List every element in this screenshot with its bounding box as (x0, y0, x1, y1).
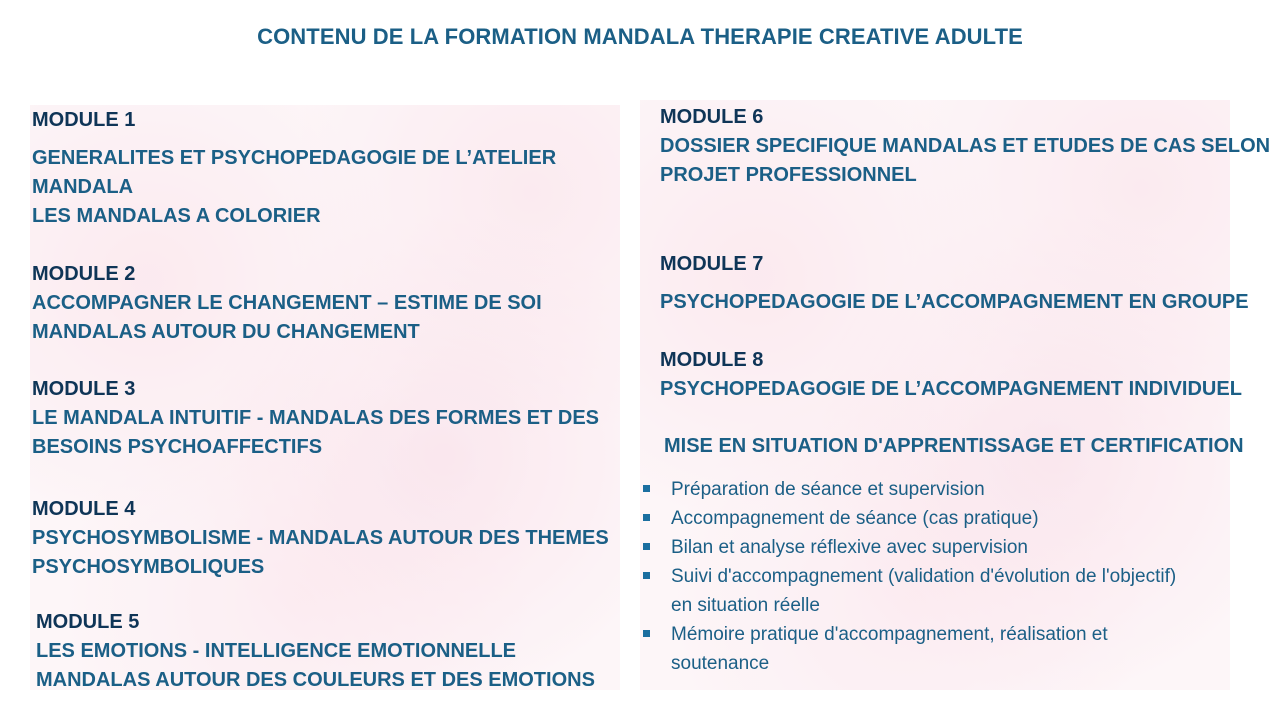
module-4-line-1: PSYCHOSYMBOLISME - MANDALAS AUTOUR DES THEMES (32, 527, 609, 549)
list-item (640, 504, 1240, 533)
list-item-text: Mémoire pratique d'accompagnement, réalisation et soutenance (671, 624, 1108, 674)
certification-heading: MISE EN SITUATION D'APPRENTISSAGE ET CERTIFICATION (664, 435, 1244, 457)
module-8-label: MODULE 8 (660, 349, 764, 371)
list-item (640, 475, 1240, 504)
module-7 (660, 250, 1249, 317)
list-item-text: Accompagnement de séance (cas pratique) (671, 508, 1039, 529)
module-1-line-3: LES MANDALAS A COLORIER (32, 205, 321, 227)
module-2-line-1: ACCOMPAGNER LE CHANGEMENT – ESTIME DE SOI (32, 292, 542, 314)
list-item-text: Suivi d'accompagnement (validation d'évolution de l'objectif) en situation réelle (671, 566, 1177, 616)
module-5 (36, 608, 595, 695)
module-6-line-2: PROJET PROFESSIONNEL (660, 164, 917, 186)
list-item-text: Bilan et analyse réflexive avec supervision (671, 537, 1028, 558)
module-6-line-1: DOSSIER SPECIFIQUE MANDALAS ET ETUDES DE CAS SELON (660, 135, 1271, 157)
module-8 (660, 346, 1242, 404)
module-3-line-2: BESOINS PSYCHOAFFECTIFS (32, 436, 323, 458)
module-1-label: MODULE 1 (32, 109, 136, 131)
bullet-square-icon (643, 543, 650, 550)
module-4-label: MODULE 4 (32, 498, 136, 520)
module-5-label: MODULE 5 (36, 611, 140, 633)
list-item (640, 620, 1211, 678)
module-7-label: MODULE 7 (660, 253, 764, 275)
module-4 (32, 495, 609, 582)
list-item (640, 562, 1191, 620)
bullet-square-icon (643, 630, 650, 637)
list-item (640, 533, 1240, 562)
module-3-line-1: LE MANDALA INTUITIF - MANDALAS DES FORMES ET DES (32, 407, 600, 429)
module-5-line-2: MANDALAS AUTOUR DES COULEURS ET DES EMOTIONS (36, 669, 595, 691)
module-1-line-1: GENERALITES ET PSYCHOPEDAGOGIE DE L’ATELIER (32, 147, 557, 169)
module-6 (660, 103, 1270, 190)
module-2 (32, 260, 542, 347)
module-6-label: MODULE 6 (660, 106, 764, 128)
bullet-square-icon (643, 572, 650, 579)
module-1-line-2: MANDALA (32, 176, 134, 198)
module-4-line-2: PSYCHOSYMBOLIQUES (32, 556, 265, 578)
bullet-square-icon (643, 514, 650, 521)
module-3 (32, 375, 599, 462)
module-2-label: MODULE 2 (32, 263, 136, 285)
module-3-label: MODULE 3 (32, 378, 136, 400)
module-1 (32, 106, 556, 231)
list-item-text: Préparation de séance et supervision (671, 479, 985, 500)
page-title: CONTENU DE LA FORMATION MANDALA THERAPIE CREATIVE ADULTE (257, 24, 1023, 49)
module-8-line-1: PSYCHOPEDAGOGIE DE L’ACCOMPAGNEMENT INDIVIDUEL (660, 378, 1242, 400)
certification-list (640, 475, 1240, 678)
module-5-line-1: LES EMOTIONS - INTELLIGENCE EMOTIONNELLE (36, 640, 517, 662)
bullet-square-icon (643, 485, 650, 492)
module-2-line-2: MANDALAS AUTOUR DU CHANGEMENT (32, 321, 420, 343)
module-7-line-1: PSYCHOPEDAGOGIE DE L’ACCOMPAGNEMENT EN GROUPE (660, 291, 1249, 313)
